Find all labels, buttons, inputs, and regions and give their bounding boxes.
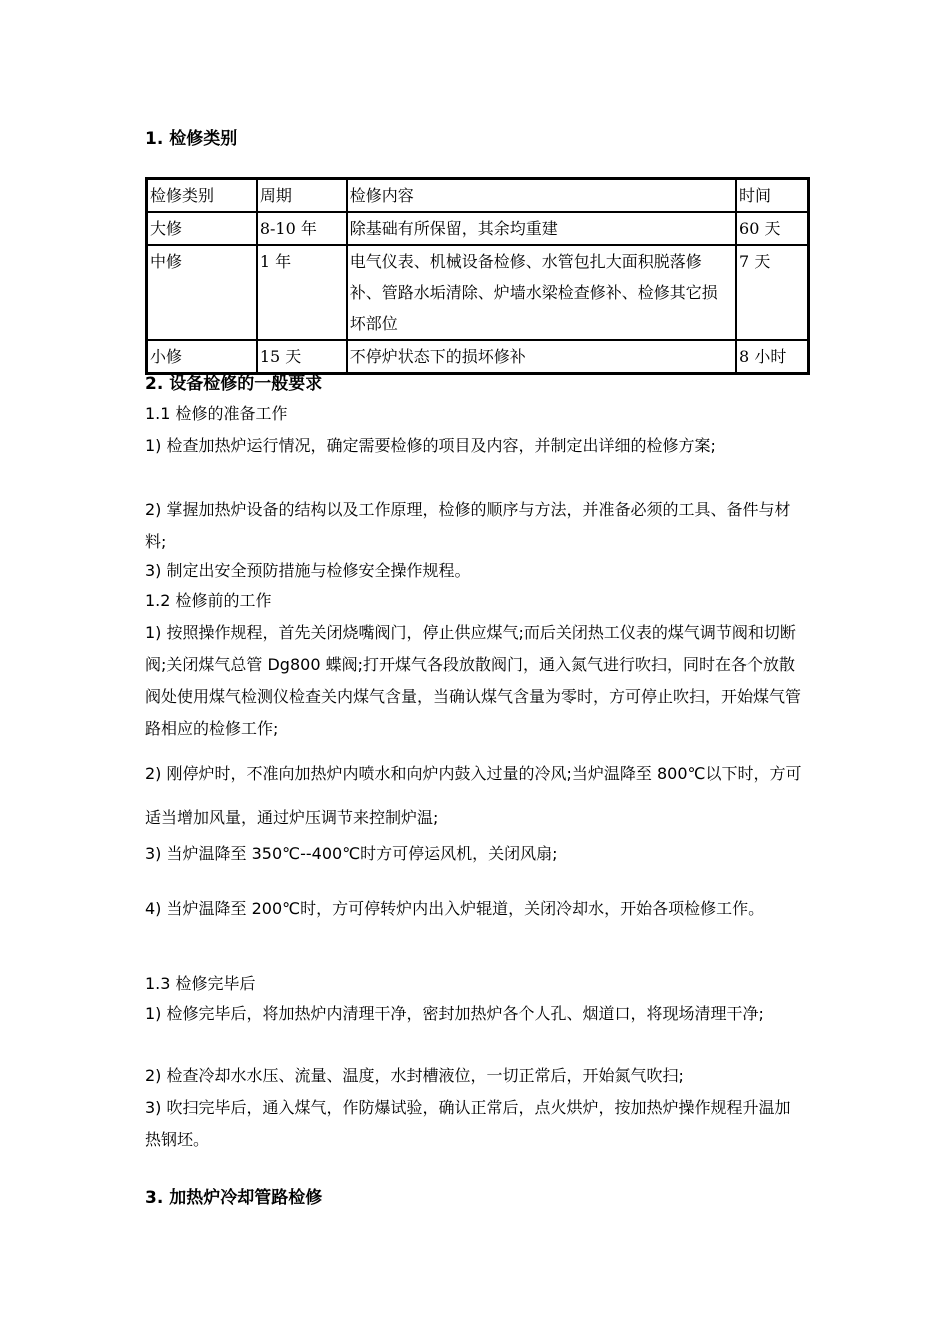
table-cell: 15 天 (257, 340, 347, 373)
table-row (147, 340, 808, 373)
paragraph: 2) 检查冷却水水压、流量、温度，水封槽液位，一切正常后，开始氮气吹扫; (145, 1066, 684, 1085)
table-cell: 8 小时 (736, 340, 808, 373)
header-cell: 检修类别 (147, 179, 257, 212)
table-row (147, 212, 808, 245)
paragraph: 1) 检修完毕后，将加热炉内清理干净，密封加热炉各个人孔、烟道口，将现场清理干净; (145, 1004, 764, 1023)
section1-title: 1. 检修类别 (145, 129, 238, 149)
paragraph: 3) 制定出安全预防措施与检修安全操作规程。 (145, 561, 471, 580)
maintenance-table (145, 177, 810, 375)
paragraph: 3) 吹扫完毕后，通入煤气，作防爆试验，确认正常后，点火烘炉，按加热炉操作规程升温加热钢坯。 (145, 1098, 791, 1149)
subsection-title: 1.1 检修的准备工作 (145, 404, 288, 423)
paragraph: 4) 当炉温降至 200℃时，方可停转炉内出入炉辊道，关闭冷却水，开始各项检修工作。 (145, 899, 765, 918)
header-cell: 检修内容 (347, 179, 736, 212)
table-cell: 大修 (147, 212, 257, 245)
section3-title: 3. 加热炉冷却管路检修 (145, 1188, 323, 1208)
table-cell: 电气仪表、机械设备检修、水管包扎大面积脱落修补、管路水垢清除、炉墙水梁检查修补、检修其它损坏部位 (347, 245, 736, 340)
paragraph: 1) 按照操作规程，首先关闭烧嘴阀门，停止供应煤气;而后关闭热工仪表的煤气调节阀和切断阀;关闭煤气总管 Dg800 蝶阀;打开煤气各段放散阀门，通入氮气进行吹扫，同时在各个放散阀处使用煤气检测仪检查关内煤气含量，当确认煤气含量为零时，方可停止吹扫，开始煤气管路相应的检修工作; (145, 623, 802, 738)
subsection-title: 1.2 检修前的工作 (145, 591, 272, 610)
table-row (147, 245, 808, 340)
table-cell: 不停炉状态下的损坏修补 (347, 340, 736, 373)
header-cell: 周期 (257, 179, 347, 212)
table-cell: 8-10 年 (257, 212, 347, 245)
table-cell: 小修 (147, 340, 257, 373)
header-cell: 时间 (736, 179, 808, 212)
table-cell: 除基础有所保留，其余均重建 (347, 212, 736, 245)
table-cell: 7 天 (736, 245, 808, 340)
section2-title: 2. 设备检修的一般要求 (145, 374, 323, 394)
subsection-title: 1.3 检修完毕后 (145, 974, 256, 993)
paragraph: 3) 当炉温降至 350℃--400℃时方可停运风机，关闭风扇; (145, 844, 558, 863)
table-cell: 中修 (147, 245, 257, 340)
paragraph: 2) 刚停炉时，不准向加热炉内喷水和向炉内鼓入过量的冷风;当炉温降至 800℃以下时，方可适当增加风量，通过炉压调节来控制炉温; (145, 764, 802, 827)
table-header-row (147, 179, 808, 212)
table-cell: 60 天 (736, 212, 808, 245)
table-cell: 1 年 (257, 245, 347, 340)
paragraph: 1) 检查加热炉运行情况，确定需要检修的项目及内容，并制定出详细的检修方案; (145, 436, 716, 455)
paragraph: 2) 掌握加热炉设备的结构以及工作原理，检修的顺序与方法，并准备必须的工具、备件与材料; (145, 500, 791, 551)
